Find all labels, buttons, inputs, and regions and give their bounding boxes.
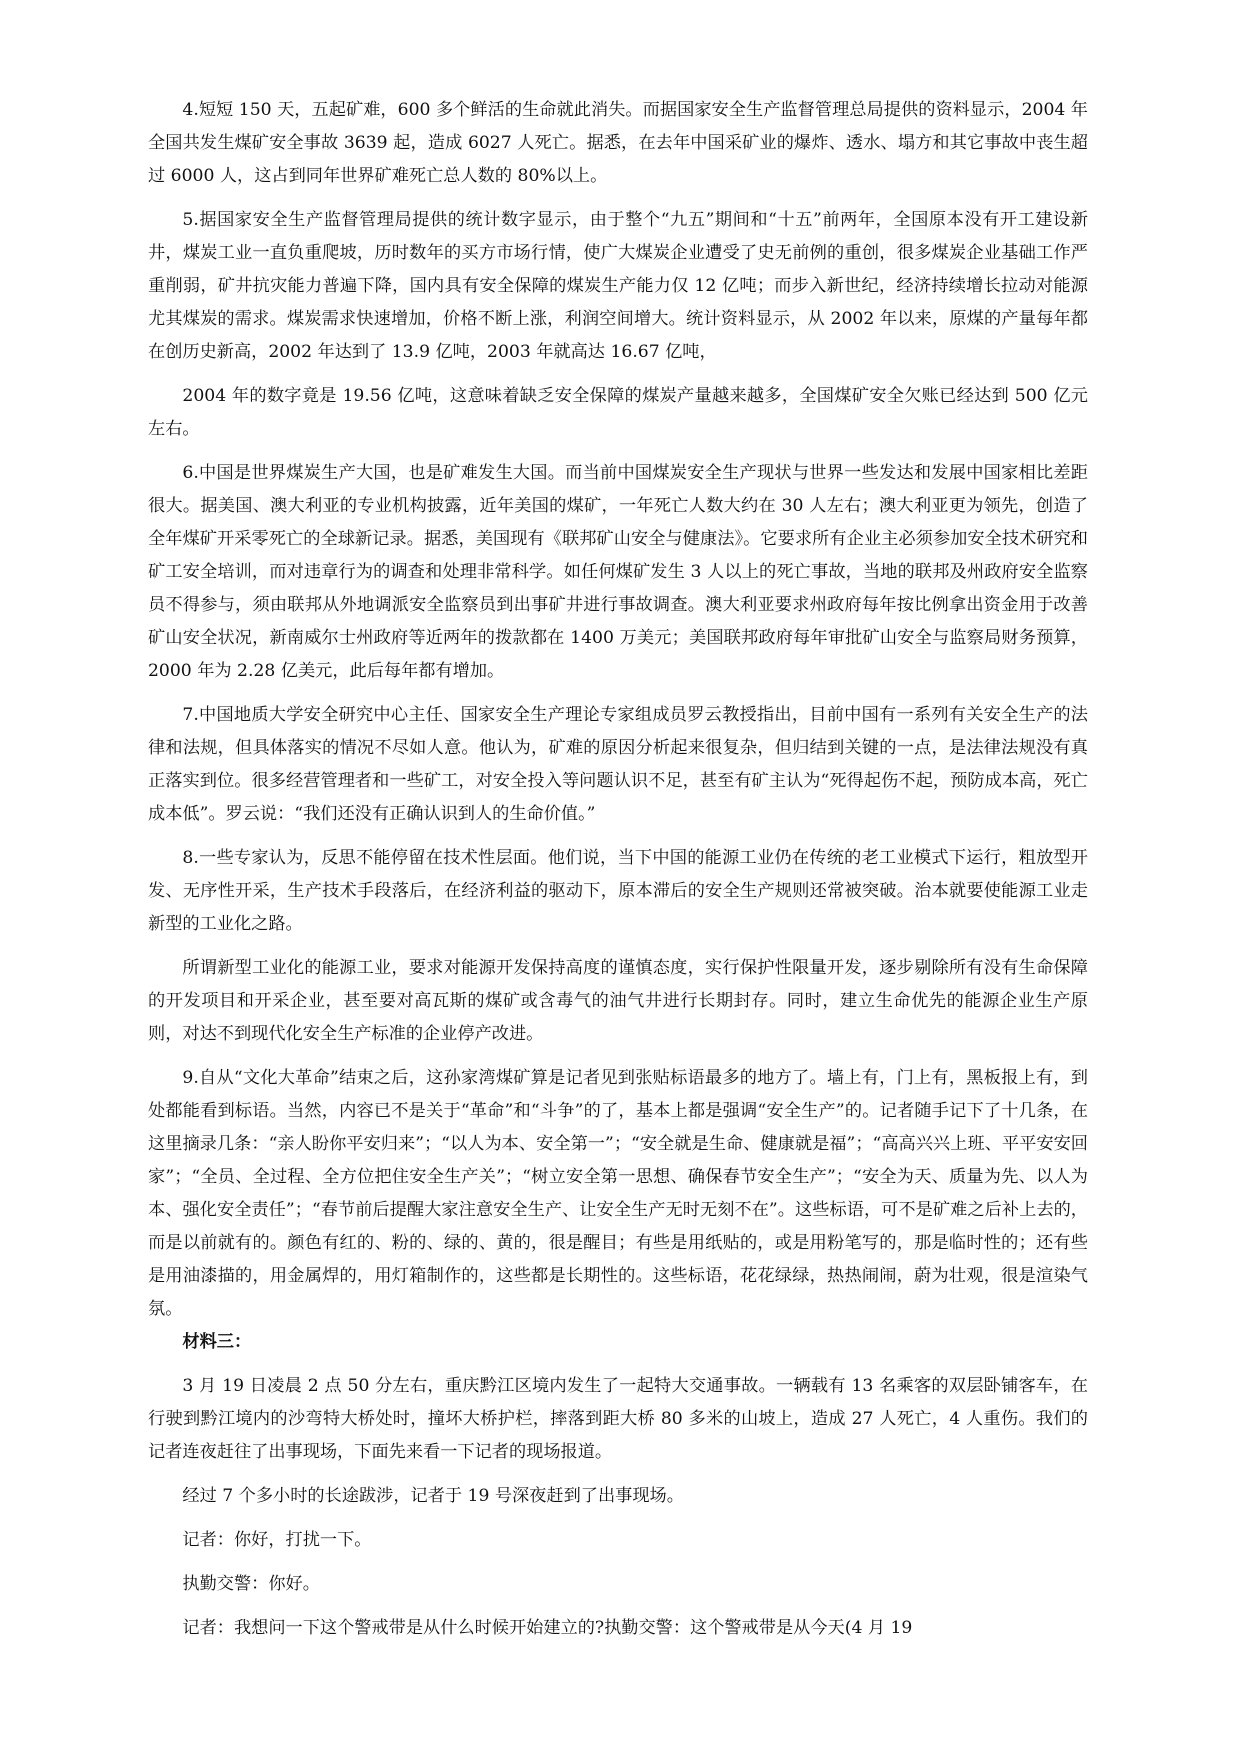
paragraph-9: 9.自从“文化大革命”结束之后，这孙家湾煤矿算是记者见到张贴标语最多的地方了。墙上有，门上有，黑板报上有，到处都能看到标语。当然，内容已不是关于“革命”和“斗争”的了，基本上都是强调“安全生产”的。记者随手记下了十几条，在这里摘录几条：“亲人盼你平安归来”；“以人为本、安全第一”；“安全就是生命、健康就是福”；“高高兴兴上班、平平安安回家”；“全员、全过程、全方位把住安全生产关”；“树立安全第一思想、确保春节安全生产”；“安全为天、质量为先、以人为本、强化安全责任”；“春节前后提醒大家注意安全生产、让安全生产无时无刻不在”。这些标语，可不是矿难之后补上去的，而是以前就有的。颜色有红的、粉的、绿的、黄的，很是醒目；有些是用纸贴的，或是用粉笔写的，那是临时性的；还有些是用油漆描的，用金属焊的，用灯箱制作的，这些都是长期性的。这些标语，花花绿绿，热热闹闹，蔚为壮观，很是渲染气氛。: [148, 1068, 1088, 1319]
paragraph-7: 7.中国地质大学安全研究中心主任、国家安全生产理论专家组成员罗云教授指出，目前中国有一系列有关安全生产的法律和法规，但具体落实的情况不尽如人意。他认为，矿难的原因分析起来很复杂，但归结到关键的一点，是法律法规没有真正落实到位。很多经营管理者和一些矿工，对安全投入等问题认识不足，甚至有矿主认为“死得起伤不起，预防成本高，死亡成本低”。罗云说：“我们还没有正确认识到人的生命价值。”: [148, 705, 1088, 824]
material-3-paragraph-1: 3 月 19 日凌晨 2 点 50 分左右，重庆黔江区境内发生了一起特大交通事故。一辆载有 13 名乘客的双层卧铺客车，在行驶到黔江境内的沙弯特大桥处时，撞坏大桥护栏，摔落到距大桥 80 多米的山坡上，造成 27 人死亡，4 人重伤。我们的记者连夜赶往了出事现场，下面先来看一下记者的现场报道。: [148, 1376, 1088, 1462]
paragraph-5: 5.据国家安全生产监督管理局提供的统计数字显示，由于整个“九五”期间和“十五”前两年，全国原本没有开工建设新井，煤炭工业一直负重爬坡，历时数年的买方市场行情，使广大煤炭企业遭受了史无前例的重创，很多煤炭企业基础工作严重削弱，矿井抗灾能力普遍下降，国内具有安全保障的煤炭生产能力仅 12 亿吨；而步入新世纪，经济持续增长拉动对能源尤其煤炭的需求。煤炭需求快速增加，价格不断上涨，利润空间增大。统计资料显示，从 2002 年以来，原煤的产量每年都在创历史新高，2002 年达到了 13.9 亿吨，2003 年就高达 16.67 亿吨，: [148, 210, 1088, 362]
section-heading-material-3: 材料三：: [182, 1332, 252, 1352]
paragraph-8: 8.一些专家认为，反思不能停留在技术性层面。他们说，当下中国的能源工业仍在传统的老工业模式下运行，粗放型开发、无序性开采，生产技术手段落后，在经济利益的驱动下，原本滞后的安全生产规则还常被突破。治本就要使能源工业走新型的工业化之路。: [148, 848, 1088, 934]
paragraph-4: 4.短短 150 天，五起矿难，600 多个鲜活的生命就此消失。而据国家安全生产监督管理总局提供的资料显示，2004 年全国共发生煤矿安全事故 3639 起，造成 6027 人死亡。据悉，在去年中国采矿业的爆炸、透水、塌方和其它事故中丧生超过 6000 人，这占到同年世界矿难死亡总人数的 80%以上。: [148, 100, 1088, 186]
paragraph-5-continued: 2004 年的数字竟是 19.56 亿吨，这意味着缺乏安全保障的煤炭产量越来越多，全国煤矿安全欠账已经达到 500 亿元左右。: [148, 386, 1088, 439]
paragraph-6: 6.中国是世界煤炭生产大国，也是矿难发生大国。而当前中国煤炭安全生产现状与世界一些发达和发展中国家相比差距很大。据美国、澳大利亚的专业机构披露，近年美国的煤矿，一年死亡人数大约在 30 人左右；澳大利亚更为领先，创造了全年煤矿开采零死亡的全球新记录。据悉，美国现有《联邦矿山安全与健康法》。它要求所有企业主必须参加安全技术研究和矿工安全培训，而对违章行为的调查和处理非常科学。如任何煤矿发生 3 人以上的死亡事故，当地的联邦及州政府安全监察员不得参与，须由联邦从外地调派安全监察员到出事矿井进行事故调查。澳大利亚要求州政府每年按比例拿出资金用于改善矿山安全状况，新南威尔士州政府等近两年的拨款都在 1400 万美元；美国联邦政府每年审批矿山安全与监察局财务预算，2000 年为 2.28 亿美元，此后每年都有增加。: [148, 463, 1088, 681]
material-3-dialogue-question: 记者：我想问一下这个警戒带是从什么时候开始建立的?执勤交警：这个警戒带是从今天(4 月 19: [182, 1618, 913, 1638]
document-page: [148, 94, 1088, 1645]
paragraph-8-continued: 所谓新型工业化的能源工业，要求对能源开发保持高度的谨慎态度，实行保护性限量开发，逐步剔除所有没有生命保障的开发项目和开采企业，甚至要对高瓦斯的煤矿或含毒气的油气井进行长期封存。同时，建立生命优先的能源企业生产原则，对达不到现代化安全生产标准的企业停产改进。: [148, 958, 1088, 1044]
material-3-dialogue-police: 执勤交警：你好。: [182, 1574, 320, 1594]
material-3-dialogue-reporter: 记者：你好，打扰一下。: [182, 1530, 372, 1550]
material-3-paragraph-2: 经过 7 个多小时的长途跋涉，记者于 19 号深夜赶到了出事现场。: [182, 1486, 684, 1506]
